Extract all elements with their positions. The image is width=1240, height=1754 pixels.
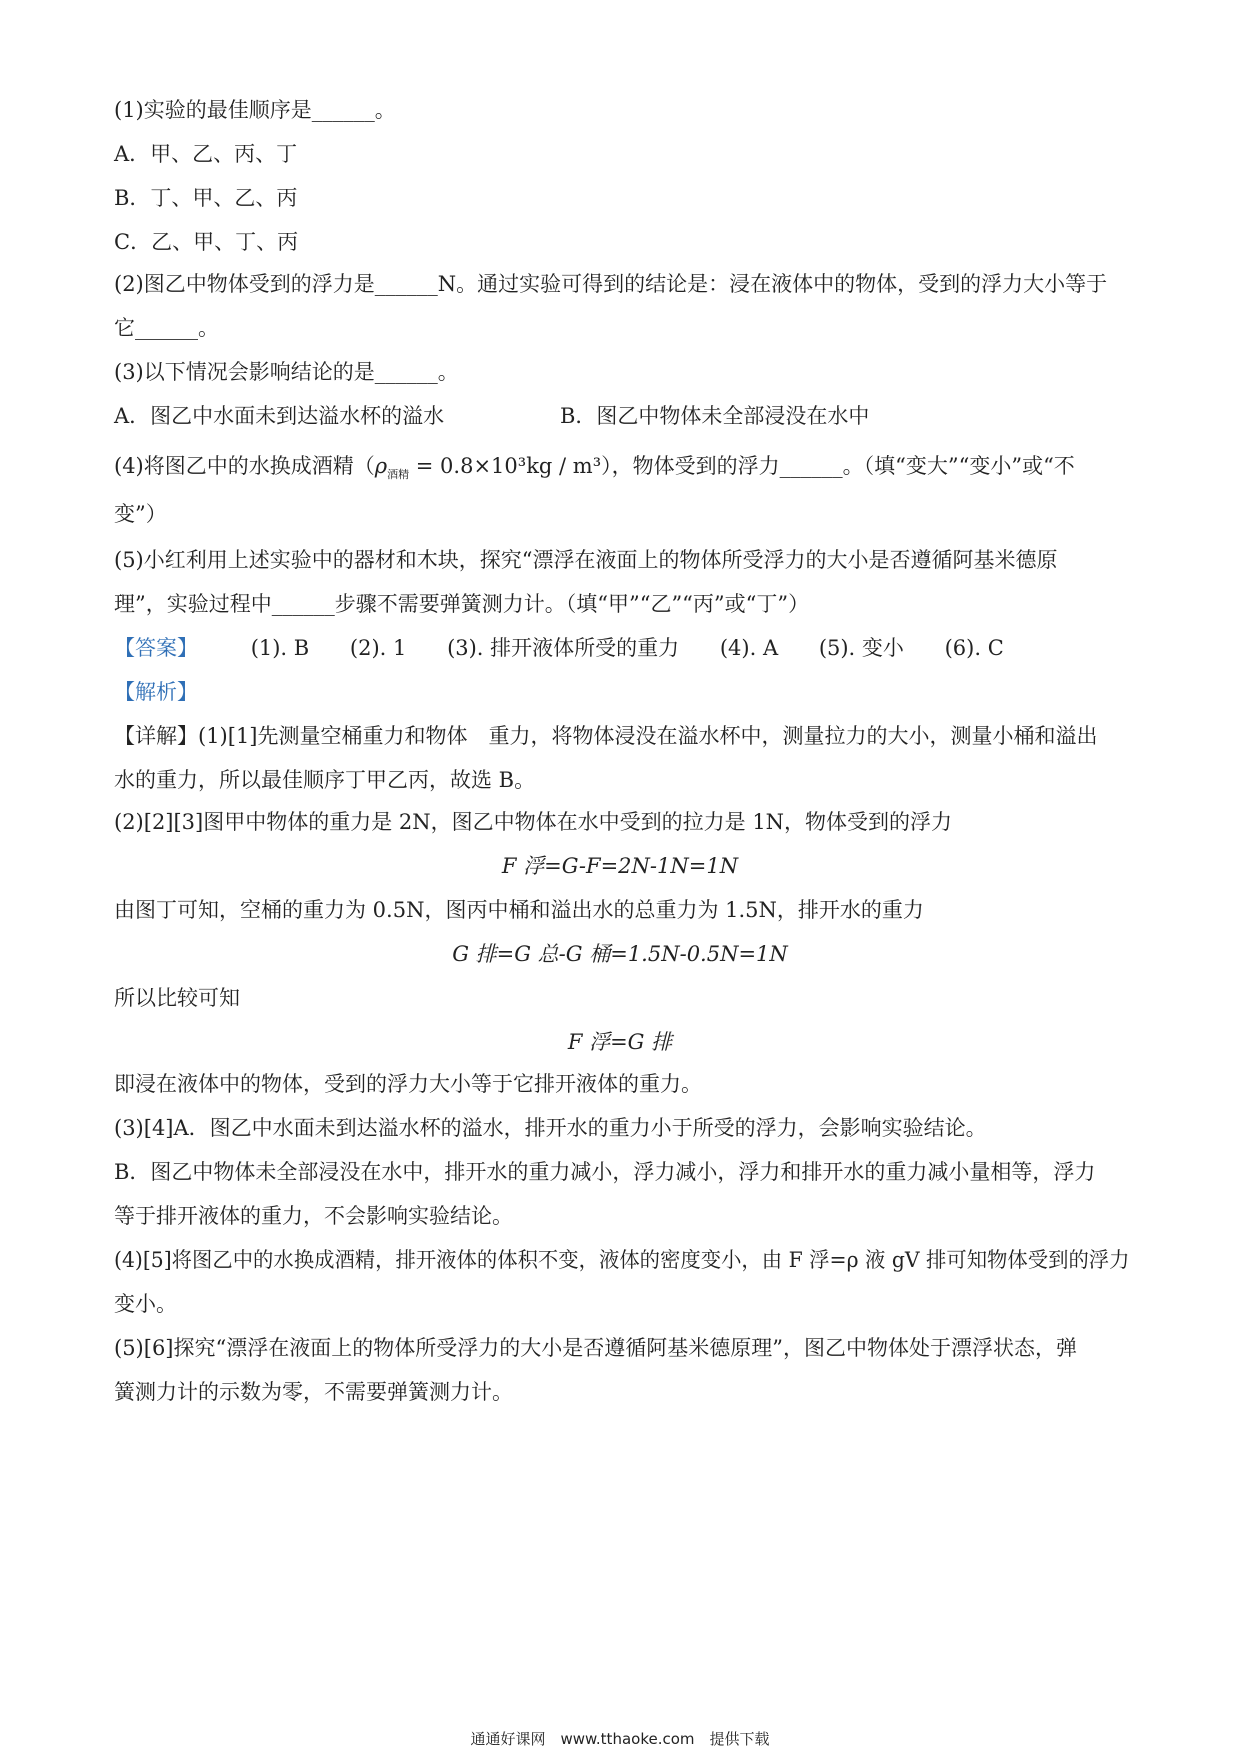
detail-p5-line2: 簧测力计的示数为零，不需要弹簧测力计。: [114, 1380, 513, 1404]
detail-p2-line4: 即浸在液体中的物体，受到的浮力大小等于它排开液体的重力。: [114, 1072, 702, 1096]
detail-p2-line1: (2)[2][3]图甲中物体的重力是 2N，图乙中物体在水中受到的拉力是 1N，物体受到的浮力: [114, 810, 953, 834]
q2-line1: (2)图乙中物体受到的浮力是______N。通过实验可得到的结论是：浸在液体中的物体，受到的浮力大小等于: [114, 272, 1108, 296]
answer-item: (3). 排开液体所受的重力: [447, 636, 680, 660]
answer-item: (1). B: [250, 636, 310, 660]
q1-stem: (1)实验的最佳顺序是______。: [114, 98, 396, 122]
detail-p5-line1: (5)[6]探究“漂浮在液面上的物体所受浮力的大小是否遵循阿基米德原理”，图乙中物体处于漂浮状态，弹: [114, 1336, 1077, 1360]
detail-p1-line1: 【详解】(1)[1]先测量空桶重力和物体 重力，将物体浸没在溢水杯中，测量拉力的大小，测量小桶和溢出: [114, 724, 1098, 748]
q1-option-a: A．甲、乙、丙、丁: [114, 142, 298, 166]
q1-option-b: B．丁、甲、乙、丙: [114, 186, 298, 210]
equation-conclusion: F 浮=G 排: [567, 1030, 673, 1054]
answer-row: [114, 634, 1038, 662]
detail-p3-line1: (3)[4]A．图乙中水面未到达溢水杯的溢水，排开水的重力小于所受的浮力，会影响实验结论。: [114, 1116, 987, 1140]
q3-stem: (3)以下情况会影响结论的是______。: [114, 360, 459, 384]
answer-label: 【答案】: [114, 636, 198, 660]
detail-p3-line3: 等于排开液体的重力，不会影响实验结论。: [114, 1204, 513, 1228]
rho-symbol: ρ: [374, 454, 388, 478]
q3-option-b: B．图乙中物体未全部浸没在水中: [560, 404, 870, 428]
q5-line2: 理”，实验过程中______步骤不需要弹簧测力计。（填“甲”“乙”“丙”或“丁”）: [114, 592, 810, 616]
detail-p2-line2: 由图丁可知，空桶的重力为 0.5N，图丙中桶和溢出水的总重力为 1.5N，排开水的重力: [114, 898, 924, 922]
q3-options: [114, 402, 444, 430]
rho-subscript: 酒精: [387, 468, 410, 482]
equation-buoyancy: F 浮=G-F=2N-1N=1N: [501, 854, 739, 878]
answer-item: (5). 变小: [818, 636, 904, 660]
q5-line1: (5)小红利用上述实验中的器材和木块，探究“漂浮在液面上的物体所受浮力的大小是否遵循阿基米德原: [114, 548, 1058, 572]
detail-p4-line1: (4)[5]将图乙中的水换成酒精，排开液体的体积不变，液体的密度变小，由 F 浮=ρ 液 gV 排可知物体受到的浮力: [114, 1248, 1130, 1272]
detail-p1-line2: 水的重力，所以最佳顺序丁甲乙丙，故选 B。: [114, 768, 536, 792]
detail-p2-line3: 所以比较可知: [114, 986, 240, 1010]
q4-line2: 变”）: [114, 502, 167, 526]
answer-item: (4). A: [719, 636, 779, 660]
q4-formula: = 0.8×10³kg / m³: [409, 454, 602, 478]
q3-option-a: A．图乙中水面未到达溢水杯的溢水: [114, 404, 445, 428]
analysis-label: 【解析】: [114, 680, 198, 704]
page-footer: 通通好课网 www.tthaoke.com 提供下载: [470, 1730, 770, 1748]
q4-line1: [114, 452, 1075, 489]
answer-item: (2). 1: [349, 636, 407, 660]
q4-post: ），物体受到的浮力______。（填“变大”“变小”或“不: [601, 454, 1075, 478]
detail-p3-line2: B．图乙中物体未全部浸没在水中，排开水的重力减小，浮力减小，浮力和排开水的重力减小量相等，浮力: [114, 1160, 1096, 1184]
q2-line2: 它______。: [114, 316, 219, 340]
q4-pre: (4)将图乙中的水换成酒精（: [114, 454, 375, 478]
detail-p4-line2: 变小。: [114, 1292, 177, 1316]
answer-item: (6). C: [944, 636, 1004, 660]
q1-option-c: C．乙、甲、丁、丙: [114, 230, 299, 254]
equation-displaced-weight: G 排=G 总-G 桶=1.5N-0.5N=1N: [452, 942, 788, 966]
